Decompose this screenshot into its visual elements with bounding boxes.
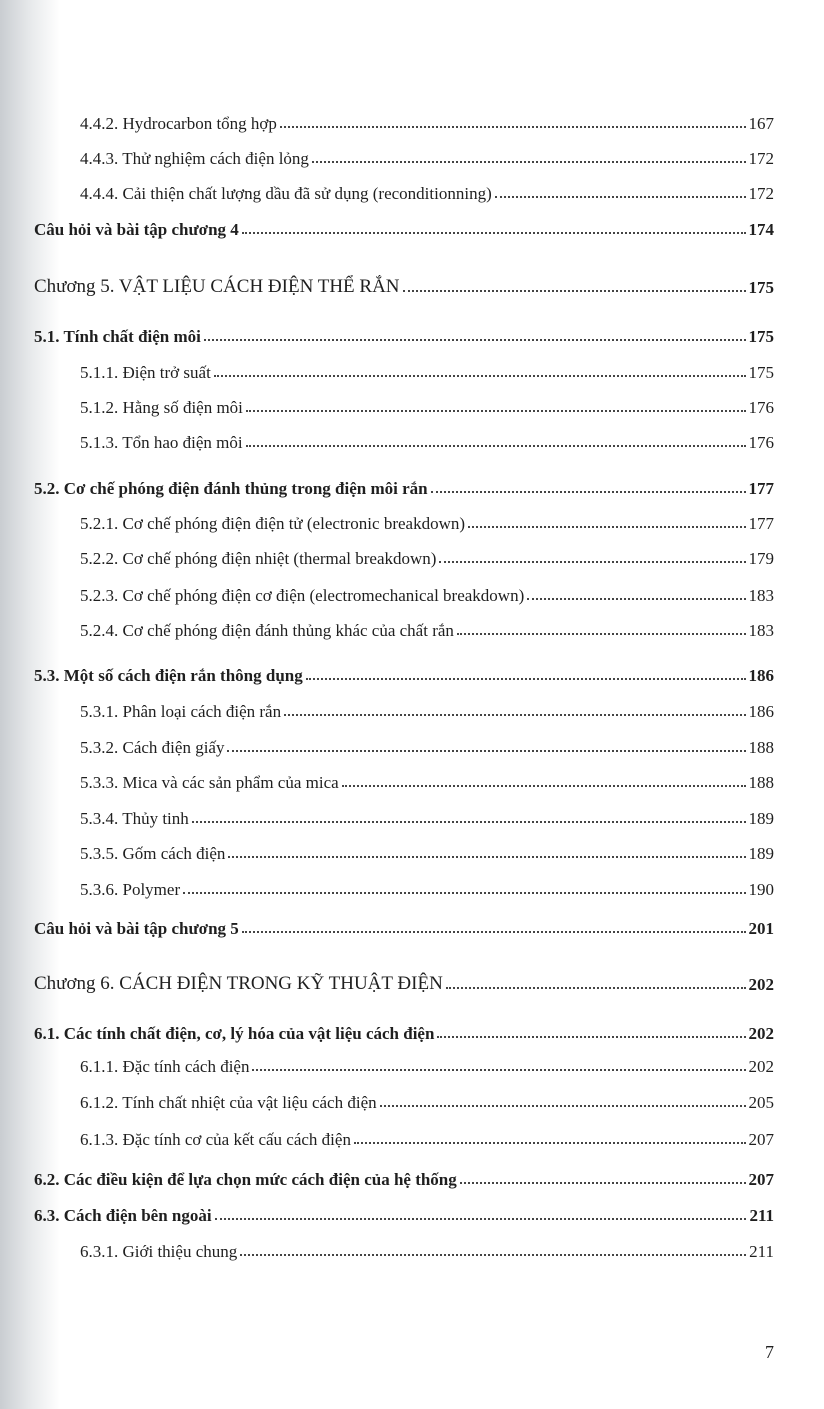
toc-subsection-entry [80, 830, 774, 864]
toc-dot-leader [284, 714, 745, 716]
toc-entry-page: 207 [748, 1130, 774, 1149]
toc-dot-leader [214, 375, 746, 377]
toc-entry-page: 172 [748, 149, 774, 168]
toc-subsection-entry [80, 500, 774, 534]
toc-subsection-entry [80, 607, 774, 641]
toc-entry-title: 5.1.2. Hằng số điện môi [80, 398, 243, 417]
toc-entry-page: 211 [749, 1242, 774, 1261]
toc-entry-title: 5.2.3. Cơ chế phóng điện cơ điện (electromechanical breakdown) [80, 586, 525, 605]
toc-subsection-entry [80, 795, 774, 829]
toc-entry-page: 186 [748, 702, 774, 721]
toc-dot-leader [403, 290, 746, 292]
toc-entry-title: 5.2.4. Cơ chế phóng điện đánh thủng khác của chất rắn [80, 621, 454, 640]
toc-dot-leader [431, 491, 746, 493]
toc-entry-page: 189 [748, 844, 774, 863]
toc-entry-title: 5.3.6. Polymer [80, 880, 181, 899]
toc-section-entry [34, 313, 774, 347]
toc-entry-page: 202 [748, 975, 774, 994]
toc-entry-title: 5.1. Tính chất điện môi [34, 327, 201, 346]
toc-dot-leader [439, 561, 745, 563]
toc-entry-title: Câu hỏi và bài tập chương 4 [34, 220, 239, 239]
toc-entry-page: 175 [748, 363, 774, 382]
toc-subsection-entry [80, 1043, 774, 1077]
toc-entry-page: 183 [748, 586, 774, 605]
toc-subsection-entry [80, 384, 774, 418]
toc-entry-title: 5.3.3. Mica và các sản phẩm của mica [80, 773, 339, 792]
toc-entry-page: 202 [748, 1057, 774, 1076]
toc-subsection-entry [80, 1079, 774, 1113]
toc-entry-title: 4.4.4. Cải thiện chất lượng dầu đã sử dụng (reconditionning) [80, 184, 492, 203]
toc-subsection-entry [80, 135, 774, 169]
toc-entry-page: 207 [748, 1170, 774, 1189]
toc-dot-leader [354, 1142, 746, 1144]
toc-subsection-entry [80, 535, 774, 569]
toc-entry-page: 175 [748, 278, 774, 297]
toc-entry-title: 4.4.2. Hydrocarbon tổng hợp [80, 114, 277, 133]
toc-dot-leader [242, 931, 746, 933]
toc-entry-title: 6.1. Các tính chất điện, cơ, lý hóa của vật liệu cách điện [34, 1024, 435, 1043]
toc-section-entry [34, 1192, 774, 1226]
toc-subsection-entry [80, 349, 774, 383]
toc-dot-leader [252, 1069, 745, 1071]
toc-entry-title: 6.3. Cách điện bên ngoài [34, 1206, 212, 1225]
toc-entry-page: 188 [748, 773, 774, 792]
toc-entry-page: 201 [748, 919, 774, 938]
toc-entry-page: 186 [748, 666, 774, 685]
toc-dot-leader [242, 232, 746, 234]
toc-entry-title: 6.1.1. Đặc tính cách điện [80, 1057, 250, 1076]
toc-section-entry [34, 465, 774, 499]
toc-chapter-entry [34, 264, 774, 298]
toc-dot-leader [227, 750, 745, 752]
toc-entry-page: 174 [748, 220, 774, 239]
toc-entry-title: 5.3.1. Phân loại cách điện rắn [80, 702, 282, 721]
toc-subsection-entry [80, 1228, 774, 1262]
toc-subsection-entry [80, 1116, 774, 1150]
toc-dot-leader [468, 526, 745, 528]
toc-entry-page: 176 [748, 398, 774, 417]
toc-dot-leader [192, 821, 746, 823]
toc-entry-title: 4.4.3. Thử nghiệm cách điện lỏng [80, 149, 309, 168]
toc-entry-page: 202 [748, 1024, 774, 1043]
toc-entry-page: 205 [748, 1093, 774, 1112]
toc-dot-leader [446, 987, 746, 989]
toc-entry-page: 167 [748, 114, 774, 133]
toc-entry-title: Chương 6. CÁCH ĐIỆN TRONG KỸ THUẬT ĐIỆN [34, 973, 443, 994]
toc-subsection-entry [80, 572, 774, 606]
toc-entry-title: 5.2. Cơ chế phóng điện đánh thủng trong điện môi rắn [34, 479, 428, 498]
toc-dot-leader [495, 196, 746, 198]
toc-section-entry [34, 1010, 774, 1044]
toc-dot-leader [306, 678, 746, 680]
page-number: 7 [765, 1342, 774, 1362]
toc-dot-leader [246, 445, 746, 447]
toc-dot-leader [246, 410, 746, 412]
toc-entry-title: 5.1.1. Điện trở suất [80, 363, 211, 382]
toc-dot-leader [342, 785, 746, 787]
toc-dot-leader [527, 598, 745, 600]
toc-dot-leader [457, 633, 746, 635]
toc-entry-page: 179 [748, 549, 774, 568]
toc-dot-leader [380, 1105, 746, 1107]
toc-entry-title: 6.3.1. Giới thiệu chung [80, 1242, 238, 1261]
toc-entry-title: 6.1.2. Tính chất nhiệt của vật liệu cách điện [80, 1093, 377, 1112]
toc-entry-page: 189 [748, 809, 774, 828]
toc-entry-title: Câu hỏi và bài tập chương 5 [34, 919, 239, 938]
toc-dot-leader [437, 1036, 745, 1038]
toc-dot-leader [215, 1218, 747, 1220]
toc-entry-page: 177 [748, 479, 774, 498]
toc-section-entry [34, 1156, 774, 1190]
toc-chapter-entry [34, 961, 774, 995]
toc-entry-title: 5.1.3. Tổn hao điện môi [80, 433, 243, 452]
toc-entry-page: 183 [748, 621, 774, 640]
toc-subsection-entry [80, 759, 774, 793]
toc-entry-title: 5.2.1. Cơ chế phóng điện điện tử (electronic breakdown) [80, 514, 466, 533]
toc-section-entry [34, 652, 774, 686]
toc-dot-leader [240, 1254, 746, 1256]
toc-entry-title: 5.3. Một số cách điện rắn thông dụng [34, 666, 303, 685]
toc-subsection-entry [80, 100, 774, 134]
toc-entry-title: 5.3.5. Gốm cách điện [80, 844, 226, 863]
toc-dot-leader [312, 161, 746, 163]
toc-subsection-entry [80, 170, 774, 204]
toc-entry-page: 211 [749, 1206, 774, 1225]
toc-entry-page: 190 [748, 880, 774, 899]
toc-subsection-entry [80, 866, 774, 900]
toc-entry-page: 175 [748, 327, 774, 346]
toc-entry-page: 177 [748, 514, 774, 533]
toc-entry-page: 172 [748, 184, 774, 203]
toc-dot-leader [460, 1182, 746, 1184]
toc-entry-page: 188 [748, 738, 774, 757]
toc-entry-title: 5.3.4. Thủy tinh [80, 809, 189, 828]
toc-entry-title: 6.2. Các điều kiện để lựa chọn mức cách điện của hệ thống [34, 1170, 457, 1189]
toc-dot-leader [280, 126, 746, 128]
toc-questions-entry [34, 206, 774, 240]
toc-dot-leader [228, 856, 745, 858]
toc-entry-title: Chương 5. VẬT LIỆU CÁCH ĐIỆN THỂ RẮN [34, 276, 400, 297]
toc-dot-leader [204, 339, 746, 341]
toc-entry-title: 6.1.3. Đặc tính cơ của kết cấu cách điện [80, 1130, 351, 1149]
toc-entry-page: 176 [748, 433, 774, 452]
toc-subsection-entry [80, 688, 774, 722]
toc-subsection-entry [80, 419, 774, 453]
toc-entry-title: 5.2.2. Cơ chế phóng điện nhiệt (thermal breakdown) [80, 549, 437, 568]
toc-dot-leader [183, 892, 745, 894]
toc-subsection-entry [80, 724, 774, 758]
toc-questions-entry [34, 905, 774, 939]
toc-entry-title: 5.3.2. Cách điện giấy [80, 738, 225, 757]
